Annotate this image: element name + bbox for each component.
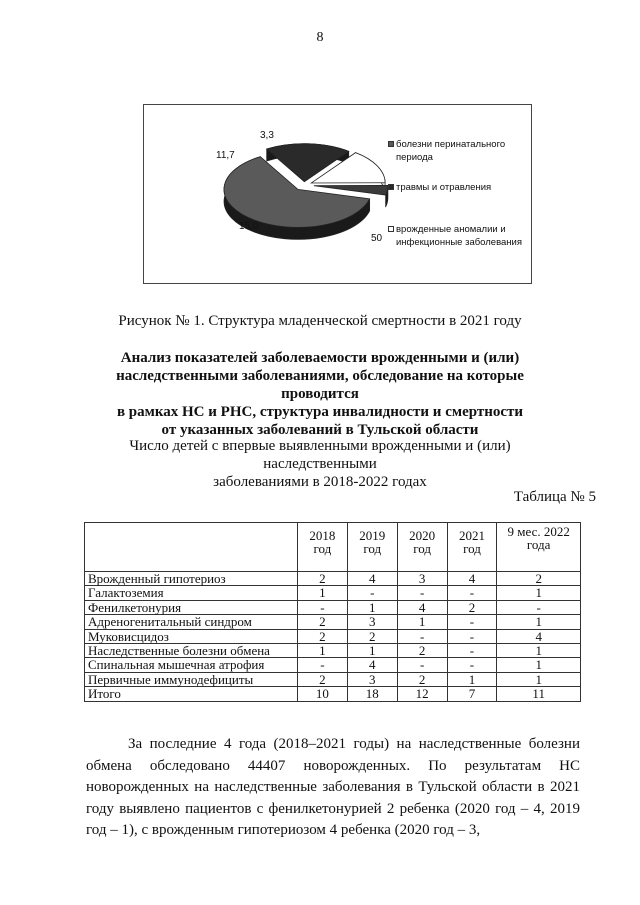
table-cell: 2 — [397, 672, 447, 686]
table-row-label: Наследственные болезни обмена — [85, 644, 298, 658]
section-heading — [80, 349, 560, 439]
table-cell: 2 — [298, 615, 348, 629]
table-cell: - — [397, 658, 447, 672]
pie-slice-label: 3,3 — [260, 130, 274, 141]
table-cell: 1 — [447, 672, 497, 686]
table-row — [85, 658, 581, 672]
table-header-cell: 2020 год — [397, 523, 447, 572]
pie-chart-plot — [144, 105, 533, 285]
figure-caption: Рисунок № 1. Структура младенческой смертности в 2021 году — [118, 313, 522, 329]
table-heading — [78, 437, 562, 491]
section-heading-line: в рамках НС и РНС, структура инвалидности и смертности — [116, 404, 524, 420]
table-row-label: Галактоземия — [85, 586, 298, 600]
legend-item-perinatal — [396, 138, 526, 164]
table-cell: 2 — [497, 572, 581, 586]
table-row-label: Муковисцидоз — [85, 629, 298, 643]
page-number: 8 — [316, 30, 324, 45]
table-row-label: Врожденный гипотериоз — [85, 572, 298, 586]
table-row-label: Адреногенитальный синдром — [85, 615, 298, 629]
table-header-cell: 2019 год — [347, 523, 397, 572]
table-cell: 1 — [497, 615, 581, 629]
table-cell: 1 — [497, 644, 581, 658]
table-heading-line: Число детей с впервые выявленными врожденными и (или) наследственными — [129, 438, 511, 472]
table-cell: 2 — [298, 629, 348, 643]
table-cell: 4 — [397, 600, 447, 614]
pie-slice-label: 15,0 — [239, 221, 259, 232]
table-cell: 2 — [298, 572, 348, 586]
table-row — [85, 687, 581, 701]
table-cell: 12 — [397, 687, 447, 701]
table-header-empty — [85, 523, 298, 572]
table-cell: 2 — [298, 672, 348, 686]
legend-swatch-perinatal — [388, 141, 394, 147]
table-cell: 4 — [447, 572, 497, 586]
legend-label-trauma: травмы и отравления — [396, 182, 492, 193]
section-heading-line: Анализ показателей заболеваемости врожденными и (или) — [120, 350, 520, 366]
table-row — [85, 644, 581, 658]
table-row — [85, 586, 581, 600]
table-header-cell: 2018 год — [298, 523, 348, 572]
pie-chart — [143, 104, 532, 284]
table-cell: 3 — [347, 615, 397, 629]
table-cell: 2 — [447, 600, 497, 614]
table-row — [85, 672, 581, 686]
body-text — [86, 734, 580, 842]
table-cell: 3 — [347, 672, 397, 686]
table-header-row — [85, 523, 581, 572]
table-row — [85, 572, 581, 586]
table-cell: 7 — [447, 687, 497, 701]
table-number: Таблица № 5 — [513, 489, 596, 505]
pie-slice-label: 50 — [371, 233, 383, 244]
table-cell: - — [397, 629, 447, 643]
table-cell: 1 — [497, 672, 581, 686]
table-cell: - — [497, 600, 581, 614]
table-header-cell: 2021 год — [447, 523, 497, 572]
table-heading-line: заболеваниями в 2018-2022 годах — [213, 474, 427, 490]
table-row-label: Первичные иммунодефициты — [85, 672, 298, 686]
table-cell: 10 — [298, 687, 348, 701]
table-row-label: Спинальная мышечная атрофия — [85, 658, 298, 672]
table-header-cell: 9 мес. 2022 года — [497, 523, 581, 572]
data-table — [84, 522, 581, 702]
table-cell: - — [347, 586, 397, 600]
legend-item-anomalies — [396, 223, 526, 249]
table-row — [85, 600, 581, 614]
table-row — [85, 629, 581, 643]
table-cell: 1 — [497, 586, 581, 600]
body-paragraph: За последние 4 года (2018–2021 годы) на наследственные болезни обмена обследовано 44407 новорожденных. По результатам НС новорожденных на наследственные заболевания в Тульской области в 2021 году выявлено пациентов с фенилкетонурией 2 ребенка (2020 год – 4, 2019 год – 1), с врожденным гипотериозом 4 ребенка (2020 год – 3, — [86, 736, 580, 838]
table-cell: 4 — [347, 572, 397, 586]
table-cell: - — [298, 658, 348, 672]
table-cell: 3 — [397, 572, 447, 586]
table-cell: - — [447, 658, 497, 672]
table-cell: 2 — [397, 644, 447, 658]
table-cell: 1 — [347, 600, 397, 614]
table-cell: 1 — [298, 586, 348, 600]
section-heading-line: наследственными заболеваниями, обследование на которые проводится — [116, 368, 524, 402]
legend-label-perinatal: болезни перинатального периода — [396, 139, 506, 163]
table-cell: 4 — [497, 629, 581, 643]
table-cell: 1 — [397, 615, 447, 629]
table-cell: - — [447, 629, 497, 643]
table-row-label: Фенилкетонурия — [85, 600, 298, 614]
table-cell: 1 — [497, 658, 581, 672]
table-cell: - — [298, 600, 348, 614]
table-cell: 1 — [347, 644, 397, 658]
table-cell: 4 — [347, 658, 397, 672]
legend-item-trauma — [396, 181, 526, 194]
table-cell: - — [397, 586, 447, 600]
table-cell: 18 — [347, 687, 397, 701]
table-cell: - — [447, 644, 497, 658]
table-cell: 2 — [347, 629, 397, 643]
table-row-label: Итого — [85, 687, 298, 701]
table-cell: 11 — [497, 687, 581, 701]
table-cell: - — [447, 586, 497, 600]
table-cell: 1 — [298, 644, 348, 658]
legend-label-anomalies: врожденные аномалии и инфекционные заболевания — [396, 224, 522, 248]
table-row — [85, 615, 581, 629]
legend-swatch-trauma — [388, 184, 394, 190]
legend-swatch-anomalies — [388, 226, 394, 232]
pie-slice-label: 11,7 — [216, 150, 235, 161]
section-heading-line: от указанных заболеваний в Тульской области — [161, 422, 479, 438]
table-cell: - — [447, 615, 497, 629]
